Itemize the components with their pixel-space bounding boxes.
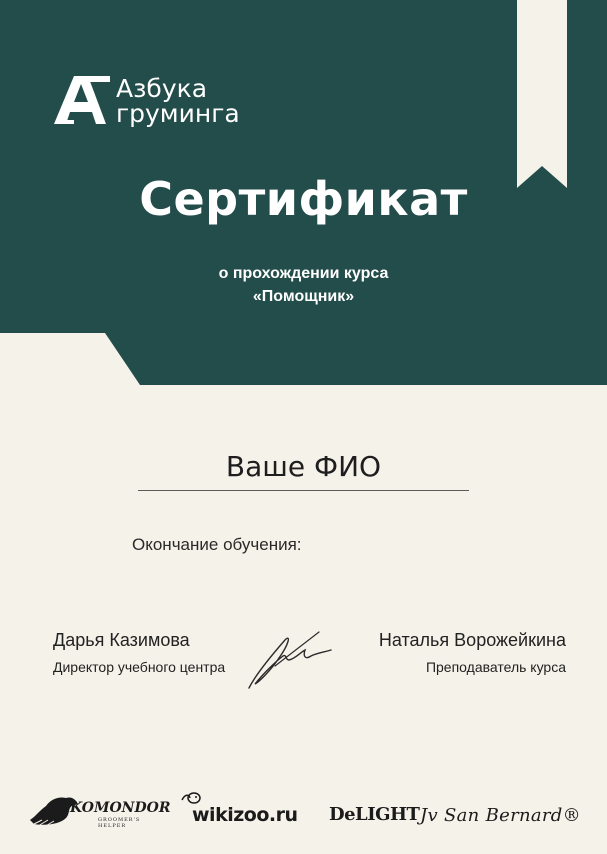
name-underline: [138, 490, 469, 491]
certificate-title: Сертификат: [139, 172, 468, 226]
partner-komondor-logo: [28, 790, 171, 830]
completion-label: Окончание обучения:: [132, 535, 302, 554]
ribbon-icon: [517, 0, 567, 188]
partner-jv-san-bernard-name: Jv San Bernard®: [420, 805, 581, 826]
partner-wikizoo-logo: [180, 790, 315, 830]
partner-wikizoo-name: wikizoo.ru: [192, 804, 298, 826]
brand-logo: [52, 74, 262, 132]
left-signatory-name: Дарья Казимова: [53, 630, 190, 650]
partner-delight-name: DeLIGHT: [329, 804, 420, 825]
right-signatory-role: Преподаватель курса: [425, 659, 566, 675]
right-signatory-name: Наталья Ворожейкина: [378, 630, 566, 650]
certificate-subtitle: [0, 262, 607, 308]
recipient-name[interactable]: Ваше ФИО: [225, 450, 382, 483]
left-signatory-role: Директор учебного центра: [53, 659, 226, 675]
partner-komondor-name: KOMONDOR: [70, 800, 171, 816]
subtitle-line-1: о прохождении курса: [218, 265, 389, 282]
subtitle-line-2: «Помощник»: [252, 288, 355, 305]
logo-a-icon: [52, 74, 112, 126]
logo-line-2: груминга: [116, 99, 240, 128]
logo-line-1: Азбука: [116, 74, 208, 103]
partner-jv-san-bernard-logo: [420, 790, 585, 830]
signature-icon: [245, 626, 335, 692]
partner-delight-logo: [329, 790, 420, 830]
partner-komondor-tagline: GROOMER'S HELPER: [98, 817, 141, 829]
